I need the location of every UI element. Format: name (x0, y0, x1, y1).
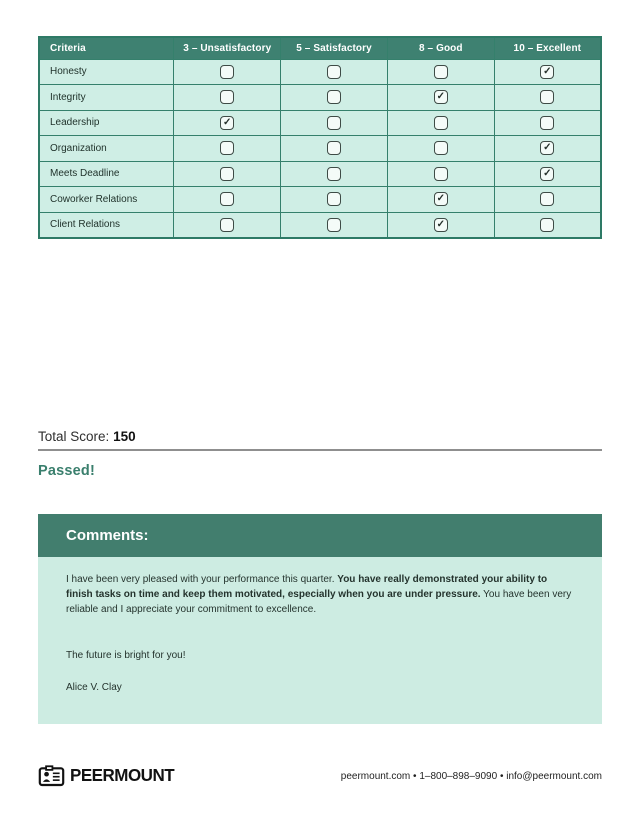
rating-cell (281, 187, 388, 213)
rating-cell (494, 59, 601, 85)
rating-checkbox-checked[interactable] (434, 90, 448, 104)
total-score (38, 429, 136, 444)
rating-checkbox[interactable] (327, 90, 341, 104)
rating-cell (387, 136, 494, 162)
rating-cell (281, 212, 388, 238)
rating-checkbox[interactable] (220, 65, 234, 79)
comment-closing: The future is bright for you! (66, 650, 186, 661)
comment-signature: Alice V. Clay (66, 682, 122, 693)
total-score-value: 150 (113, 429, 136, 444)
rating-checkbox[interactable] (540, 218, 554, 232)
rating-checkbox[interactable] (540, 90, 554, 104)
rating-checkbox-checked[interactable] (540, 141, 554, 155)
rating-checkbox-checked[interactable] (434, 192, 448, 206)
rating-checkbox[interactable] (327, 116, 341, 130)
check-icon: ✓ (543, 167, 552, 179)
table-row (39, 212, 601, 238)
rating-checkbox[interactable] (434, 167, 448, 181)
rating-checkbox[interactable] (220, 192, 234, 206)
check-icon: ✓ (436, 193, 445, 205)
rating-cell (387, 59, 494, 85)
comment-text-bold: You have really demonstrated your ability to finish tasks on time and keep them motivated, especially when you are under pressure. (66, 574, 548, 600)
rating-checkbox[interactable] (327, 65, 341, 79)
rating-cell (174, 136, 281, 162)
table-row (39, 161, 601, 187)
comment-text: I have been very pleased with your performance this quarter. (66, 574, 338, 585)
column-header-criteria: Criteria (39, 37, 174, 59)
rating-checkbox[interactable] (434, 116, 448, 130)
rating-checkbox[interactable] (540, 192, 554, 206)
rating-cell (174, 59, 281, 85)
criteria-table-header (39, 37, 601, 59)
rating-checkbox[interactable] (434, 141, 448, 155)
rating-checkbox[interactable] (327, 167, 341, 181)
check-icon: ✓ (543, 142, 552, 154)
rating-cell (281, 85, 388, 111)
table-row (39, 110, 601, 136)
comments-body (38, 557, 602, 724)
rating-checkbox-checked[interactable] (220, 116, 234, 130)
footer-contact: peermount.com • 1–800–898–9090 • info@peermount.com (340, 770, 602, 782)
id-card-icon (38, 765, 65, 787)
rating-cell (494, 161, 601, 187)
criteria-cell: Meets Deadline (39, 161, 174, 187)
check-icon: ✓ (436, 91, 445, 103)
rating-checkbox-checked[interactable] (434, 218, 448, 232)
criteria-cell: Coworker Relations (39, 187, 174, 213)
rating-cell (387, 85, 494, 111)
rating-cell (281, 59, 388, 85)
rating-cell (281, 136, 388, 162)
rating-cell (387, 110, 494, 136)
rating-cell (174, 110, 281, 136)
comments-section (38, 514, 602, 724)
column-header-good: 8 – Good (387, 37, 494, 59)
rating-cell (494, 212, 601, 238)
comments-title: Comments: (66, 527, 149, 544)
rating-checkbox-checked[interactable] (540, 65, 554, 79)
rating-checkbox[interactable] (327, 218, 341, 232)
criteria-cell: Integrity (39, 85, 174, 111)
rating-checkbox[interactable] (220, 90, 234, 104)
total-score-label: Total Score: (38, 429, 110, 444)
column-header-excellent: 10 – Excellent (494, 37, 601, 59)
criteria-table-body (39, 59, 601, 238)
table-row (39, 85, 601, 111)
criteria-cell: Client Relations (39, 212, 174, 238)
rating-cell (494, 110, 601, 136)
check-icon: ✓ (223, 116, 232, 128)
rating-cell (281, 161, 388, 187)
rating-checkbox[interactable] (220, 167, 234, 181)
rating-cell (174, 161, 281, 187)
rating-cell (494, 136, 601, 162)
check-icon: ✓ (436, 218, 445, 230)
brand-name: PEERMOUNT (70, 765, 175, 786)
comment-paragraph (66, 572, 574, 617)
rating-cell (281, 110, 388, 136)
criteria-table (38, 36, 602, 239)
rating-checkbox[interactable] (220, 141, 234, 155)
rating-cell (387, 212, 494, 238)
column-header-unsatisfactory: 3 – Unsatisfactory (174, 37, 281, 59)
brand-logo (38, 765, 174, 787)
rating-cell (387, 161, 494, 187)
divider (38, 449, 602, 451)
rating-checkbox[interactable] (540, 116, 554, 130)
rating-cell (494, 85, 601, 111)
rating-checkbox-checked[interactable] (540, 167, 554, 181)
table-row (39, 136, 601, 162)
result-status: Passed! (38, 463, 96, 479)
table-row (39, 187, 601, 213)
rating-checkbox[interactable] (434, 65, 448, 79)
rating-cell (387, 187, 494, 213)
rating-cell (174, 212, 281, 238)
table-row (39, 59, 601, 85)
rating-cell (174, 187, 281, 213)
rating-cell (174, 85, 281, 111)
rating-cell (494, 187, 601, 213)
criteria-cell: Honesty (39, 59, 174, 85)
criteria-cell: Leadership (39, 110, 174, 136)
check-icon: ✓ (543, 65, 552, 77)
rating-checkbox[interactable] (220, 218, 234, 232)
comment-text: You have been very reliable and I appreciate your commitment to excellence. (66, 589, 572, 615)
comments-header (38, 514, 602, 557)
criteria-cell: Organization (39, 136, 174, 162)
column-header-satisfactory: 5 – Satisfactory (281, 37, 388, 59)
footer (38, 761, 602, 791)
rating-checkbox[interactable] (327, 192, 341, 206)
rating-checkbox[interactable] (327, 141, 341, 155)
